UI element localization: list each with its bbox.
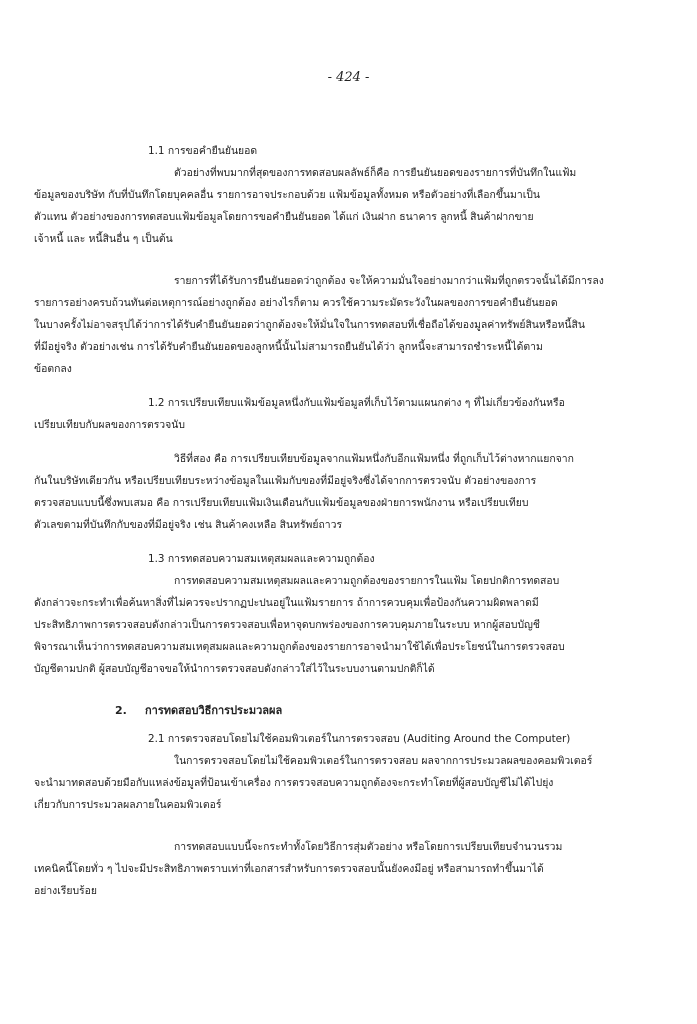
section-2-title: การทดสอบวิธีการประมวลผล (145, 704, 283, 717)
section-2 (34, 700, 669, 902)
text-line: ตัวแทน ตัวอย่างของการทดสอบแฟ้มข้อมูลโดยการขอคำยืนยันยอด ได้แก่ เงินฝาก ธนาคาร ลูกหนี้ สินค้าฝากขาย (34, 211, 534, 223)
text-line: พิจารณาเห็นว่าการทดสอบความสมเหตุสมผลและความถูกต้องของรายการอาจนำมาใช้ได้เพื่อประโยชน์ในการตรวจสอบ (34, 641, 565, 653)
text-line: อย่างเรียบร้อย (34, 885, 97, 897)
section-1-1-paragraph-1 (34, 162, 669, 250)
section-1-2 (34, 392, 669, 536)
section-1-1-heading: 1.1 การขอคำยืนยันยอด (148, 145, 258, 157)
text-line: ดังกล่าวจะกระทำเพื่อค้นหาสิ่งที่ไม่ควรจะปรากฏปะปนอยู่ในแฟ้มรายการ ถ้าการควบคุมเพื่อป้องกันความผิดพลาดมี (34, 597, 539, 609)
section-1-1 (34, 140, 669, 380)
text-line: จะนำมาทดสอบด้วยมือกับแหล่งข้อมูลที่ป้อนเข้าเครื่อง การตรวจสอบความถูกต้องจะกระทำโดยที่ผู้สอบบัญชีไม่ได้ไปยุ่ง (34, 777, 554, 789)
text-line: บัญชีตามปกติ ผู้สอบบัญชีอาจขอให้นำการตรวจสอบดังกล่าวใส่ไว้ในระบบงานตามปกติก็ได้ (34, 663, 435, 675)
section-2-1-paragraph-1 (34, 750, 669, 816)
text-line: รายการที่ได้รับการยืนยันยอดว่าถูกต้อง จะให้ความมั่นใจอย่างมากว่าแฟ้มที่ถูกตรวจนั้นได้มีการลง (174, 275, 604, 287)
page-number: - 424 - (327, 70, 370, 85)
text-line: ตัวเลขตามที่บันทึกกับของที่มีอยู่จริง เช่น สินค้าคงเหลือ สินทรัพย์ถาวร (34, 519, 343, 531)
text-line: ที่มีอยู่จริง ตัวอย่างเช่น การได้รับคำยืนยันยอดของลูกหนี้นั้นไม่สามารถยืนยันได้ว่า ลูกหนี้จะสามารถชำระหนี้ได้ตาม (34, 341, 543, 353)
text-line: เกี่ยวกับการประมวลผลภายในคอมพิวเตอร์ (34, 799, 222, 811)
section-1-3-heading: 1.3 การทดสอบความสมเหตุสมผลและความถูกต้อง (148, 553, 375, 565)
text-line: วิธีที่สอง คือ การเปรียบเทียบข้อมูลจากแฟ้มหนึ่งกับอีกแฟ้มหนึ่ง ที่ถูกเก็บไว้ต่างหากแยกจาก (174, 453, 574, 465)
text-line: ข้อตกลง (34, 363, 72, 375)
section-2-heading (34, 700, 669, 722)
section-1-3-paragraph-1 (34, 570, 669, 680)
text-line: รายการอย่างครบถ้วนทันต่อเหตุการณ์อย่างถูกต้อง อย่างไรก็ตาม ควรใช้ความระมัดระวังในผลของการขอคำยืนยันยอด (34, 297, 558, 309)
text-line: ในบางครั้งไม่อาจสรุปได้ว่าการได้รับคำยืนยันยอดว่าถูกต้องจะให้มั่นใจในการทดสอบที่เชื่อถือได้ของมูลค่าทรัพย์สินหรือหนี้สิน (34, 319, 585, 331)
text-line: กันในบริษัทเดียวกัน หรือเปรียบเทียบระหว่างข้อมูลในแฟ้มกับของที่มีอยู่จริงซึ่งได้จากการตรวจนับ ตัวอย่างของการ (34, 475, 537, 487)
section-1-2-heading-cont: เปรียบเทียบกับผลของการตรวจนับ (34, 419, 185, 431)
section-2-number: 2. (115, 704, 127, 717)
text-line: ในการตรวจสอบโดยไม่ใช้คอมพิวเตอร์ในการตรวจสอบ ผลจากการประมวลผลของคอมพิวเตอร์ (174, 755, 593, 767)
section-2-1-heading: 2.1 การตรวจสอบโดยไม่ใช้คอมพิวเตอร์ในการตรวจสอบ (Auditing Around the Computer) (148, 733, 571, 745)
section-1-2-paragraph-1 (34, 448, 669, 536)
text-line: การทดสอบความสมเหตุสมผลและความถูกต้องของรายการในแฟ้ม โดยปกติการทดสอบ (174, 575, 560, 587)
section-1-1-paragraph-2 (34, 270, 669, 380)
section-1-2-heading: 1.2 การเปรียบเทียบแฟ้มข้อมูลหนึ่งกับแฟ้มข้อมูลที่เก็บไว้ตามแผนกต่าง ๆ ที่ไม่เกี่ยวข้องกันหรือ (148, 397, 565, 409)
text-line: เทคนิคนี้โดยทั่ว ๆ ไปจะมีประสิทธิภาพตราบเท่าที่เอกสารสำหรับการตรวจสอบนั้นยังคงมีอยู่ หรือสามารถทำขึ้นมาได้ (34, 863, 544, 875)
text-line: ข้อมูลของบริษัท กับที่บันทึกโดยบุคคลอื่น รายการอาจประกอบด้วย แฟ้มข้อมูลทั้งหมด หรือตัวอย่างที่เลือกขึ้นมาเป็น (34, 189, 540, 201)
text-line: ตรวจสอบแบบนี้ซึ่งพบเสมอ คือ การเปรียบเทียบแฟ้มเงินเดือนกับแฟ้มข้อมูลของฝ่ายการพนักงาน หรือเปรียบเทียบ (34, 497, 529, 509)
document-body (34, 140, 669, 902)
text-line: ประสิทธิภาพการตรวจสอบดังกล่าวเป็นการตรวจสอบเพื่อหาจุดบกพร่องของการควบคุมภายในระบบ หากผู้สอบบัญชี (34, 619, 540, 631)
text-line: ตัวอย่างที่พบมากที่สุดของการทดสอบผลลัพธ์ก็คือ การยืนยันยอดของรายการที่บันทึกในแฟ้ม (174, 167, 577, 179)
text-line: เจ้าหนี้ และ หนี้สินอื่น ๆ เป็นต้น (34, 233, 173, 245)
text-line: การทดสอบแบบนี้จะกระทำทั้งโดยวิธีการสุ่มตัวอย่าง หรือโดยการเปรียบเทียบจำนวนรวม (174, 841, 563, 853)
section-1-3 (34, 548, 669, 680)
section-2-1-paragraph-2 (34, 836, 669, 902)
